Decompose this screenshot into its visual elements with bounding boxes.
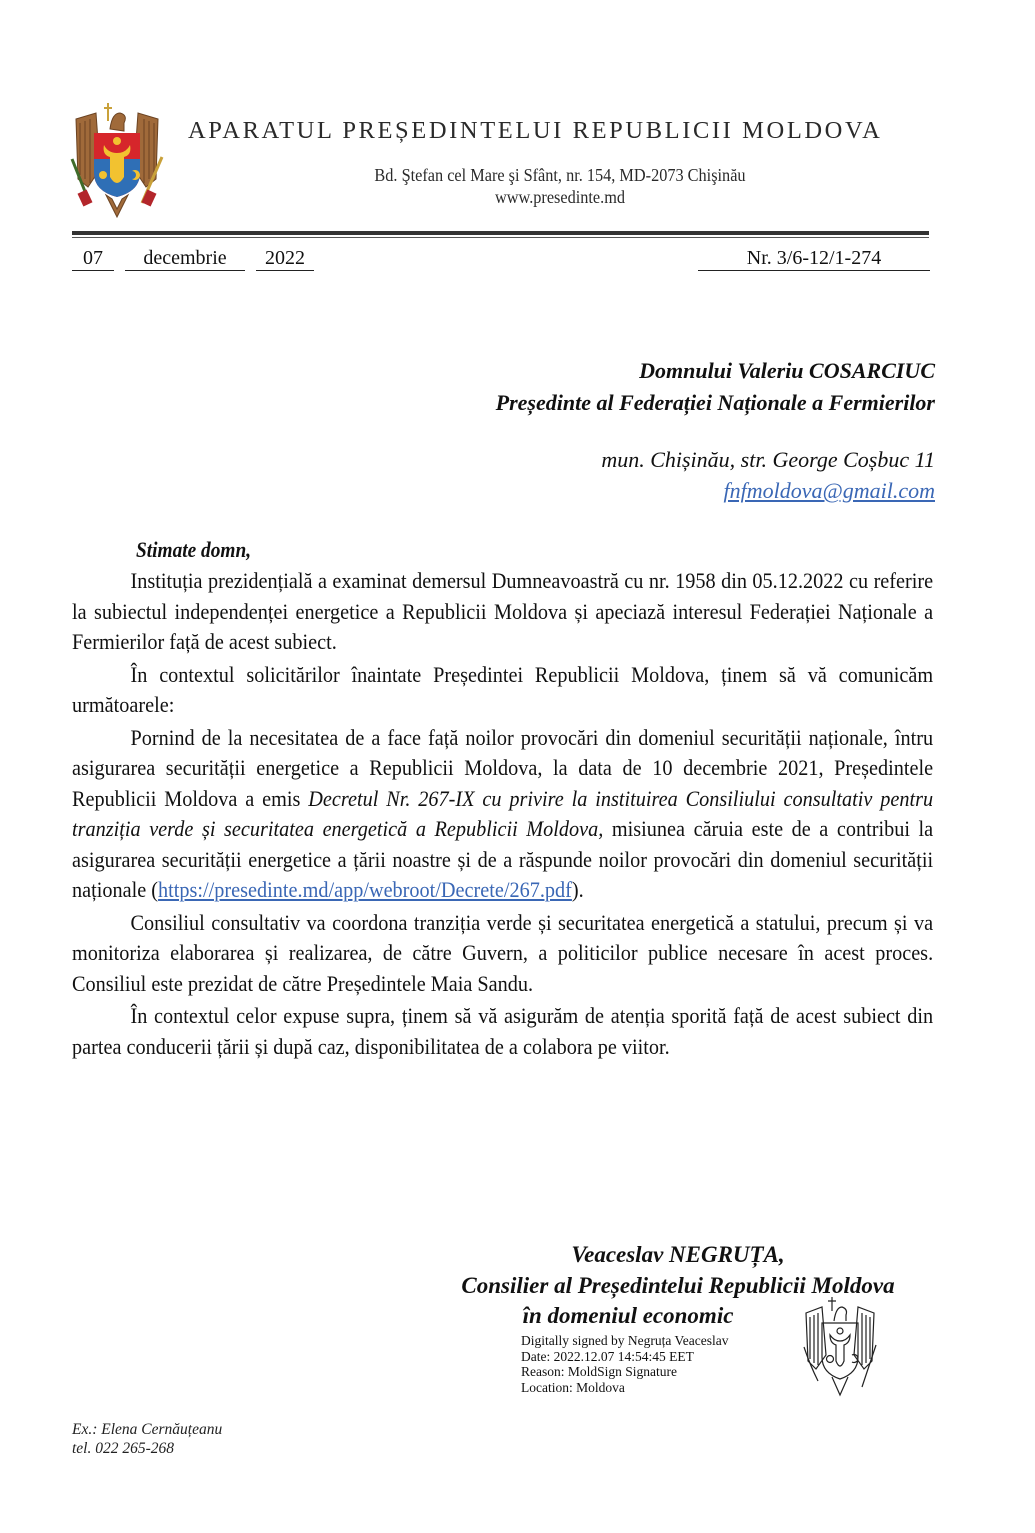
recipient-email-link[interactable]: fnfmoldova@gmail.com (723, 478, 935, 503)
decree-title: Decretul Nr. 267-IX cu privire la instituirea Consiliului consultativ pentru tranziția verde și securitatea energetică a Republicii Moldova, (72, 785, 934, 841)
executor-name: Ex.: Elena Cernăuțeanu (72, 1421, 223, 1438)
signatory-domain: în domeniul economic (522, 1303, 734, 1328)
date-month: decembrie (125, 246, 245, 271)
digital-signed-date: Date: 2022.12.07 14:54:45 EET (521, 1348, 694, 1364)
paragraph-1: Instituția prezidențială a examinat demersul Dumneavoastră cu nr. 1958 din 05.12.2022 cu referire la subiectul independenței energetice a Republicii Moldova și apeciază interesul Federației Naționale a Fermierilor față de acest subiect. (72, 568, 934, 654)
executor-phone: tel. 022 265-268 (72, 1440, 175, 1457)
document-number: Nr. 3/6-12/1-274 (698, 246, 930, 271)
executor-footer (72, 1420, 222, 1458)
digital-signed-by: Digitally signed by Negruța Veaceslav (521, 1333, 729, 1348)
signatory-name: Veaceslav NEGRUȚA, (571, 1242, 785, 1267)
letter-body (72, 566, 934, 1064)
paragraph-2: În contextul solicitărilor înaintate Președintei Republicii Moldova, ținem să vă comunicăm următoarele: (72, 661, 934, 717)
greeting: Stimate domn, (136, 537, 252, 562)
digital-signature-block (521, 1333, 728, 1395)
recipient-name: Domnului Valeriu COSARCIUC (639, 358, 935, 383)
recipient-address: mun. Chișinău, str. George Coșbuc 11 (601, 447, 935, 472)
institution-address: Bd. Ştefan cel Mare şi Sfânt, nr. 154, MD-2073 Chişinău (374, 165, 746, 185)
digital-signed-reason: Reason: MoldSign Signature (521, 1364, 677, 1379)
date-year: 2022 (256, 246, 314, 271)
institution-website: www.presedinte.md (494, 187, 626, 207)
paragraph-4: Consiliul consultativ va coordona tranziția verde și securitatea energetică a statului, precum și va monitoriza elaborarea și realizarea, de către Guvern, a politicilor publice necesare în acest proces. Consiliul este prezidat de către Președintele Maia Sandu. (72, 909, 934, 996)
digital-signed-location: Location: Moldova (521, 1379, 625, 1395)
recipient-title: Președinte al Federației Naționale a Fermierilor (495, 390, 935, 415)
paragraph-3: Pornind de la necesitatea de a face față noilor provocări din domeniul securității naționale, întru asigurarea securității energetice a Republicii Moldova, la data de 10 decembrie 2021, Președintele Republicii Moldova a emis Decretul Nr. 267-IX cu privire la instituirea Consiliului consultativ pentru tranziția verde și securitatea energetică a Republicii Moldova, misiunea căruia este de a contribui la asigurarea securității energetice a țării noastre și de a răspunde noilor provocări din domeniul securității naționale (https://presedinte.md/app/webroot/Decrete/267.pdf). (72, 724, 934, 902)
institution-title: APARATUL PREȘEDINTELUI REPUBLICII MOLDOVA (188, 117, 883, 144)
date-day: 07 (72, 246, 114, 271)
digital-signature-emblem-icon (800, 1293, 880, 1397)
decree-link[interactable]: https://presedinte.md/app/webroot/Decrete/267.pdf (158, 877, 572, 902)
paragraph-5: În contextul celor expuse supra, ținem să vă asigurăm de atenția sporită față de acest subiect din partea conducerii țării și după caz, disponibilitatea de a colabora pe viitor. (72, 1003, 934, 1059)
moldova-coat-of-arms-icon (66, 99, 168, 221)
signatory-position: Consilier al Președintelui Republicii Moldova (461, 1273, 895, 1298)
header-divider-thin (72, 237, 929, 238)
header-divider-thick (72, 231, 929, 235)
